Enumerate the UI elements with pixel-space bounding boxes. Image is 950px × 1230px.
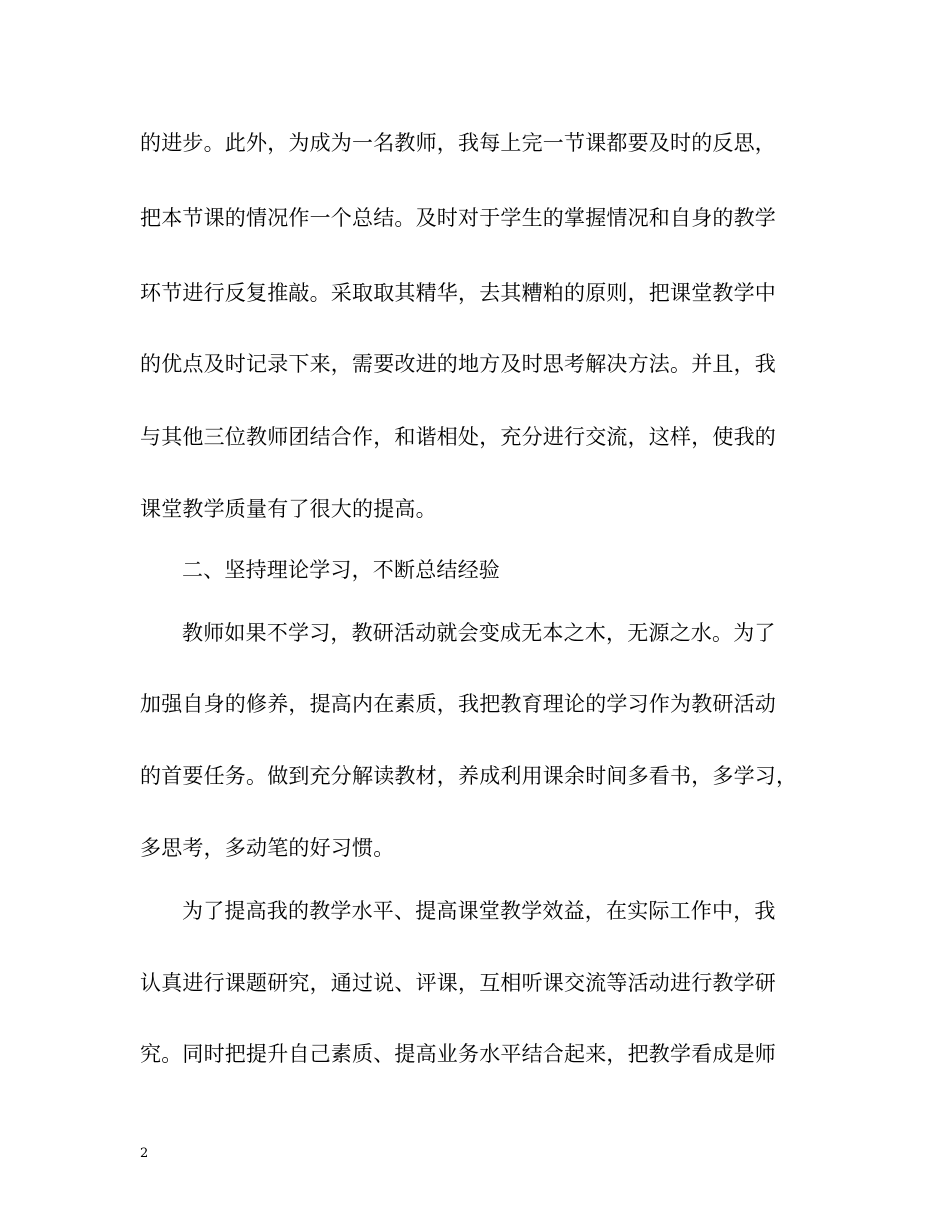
text-line: 与其他三位教师团结合作，和谐相处，充分进行交流，这样，使我的: [140, 425, 776, 449]
page-number: 2: [140, 1146, 149, 1161]
text-line: 究。同时把提升自己素质、提高业务水平结合起来，把教学看成是师: [140, 1042, 776, 1066]
text-line: 加强自身的修养，提高内在素质，我把教育理论的学习作为教研活动: [140, 692, 776, 716]
paragraph-first-line: 为了提高我的教学水平、提高课堂教学效益，在实际工作中，我: [182, 899, 776, 923]
text-line: 课堂教学质量有了很大的提高。: [140, 497, 437, 521]
text-line: 的优点及时记录下来，需要改进的地方及时思考解决方法。并且，我: [140, 352, 776, 376]
paragraph-first-line: 教师如果不学习，教研活动就会变成无本之木，无源之水。为了: [182, 621, 776, 645]
section-heading: 二、坚持理论学习，不断总结经验: [182, 558, 500, 582]
text-line: 把本节课的情况作一个总结。及时对于学生的掌握情况和自身的教学: [140, 206, 776, 230]
text-line: 环节进行反复推敲。采取取其精华，去其糟粕的原则，把课堂教学中: [140, 281, 776, 305]
text-line: 的首要任务。做到充分解读教材，养成利用课余时间多看书，多学习，: [140, 764, 798, 788]
text-line: 认真进行课题研究，通过说、评课，互相听课交流等活动进行教学研: [140, 971, 776, 995]
text-line: 的进步。此外，为成为一名教师，我每上完一节课都要及时的反思，: [140, 131, 776, 155]
text-line: 多思考，多动笔的好习惯。: [140, 836, 395, 860]
